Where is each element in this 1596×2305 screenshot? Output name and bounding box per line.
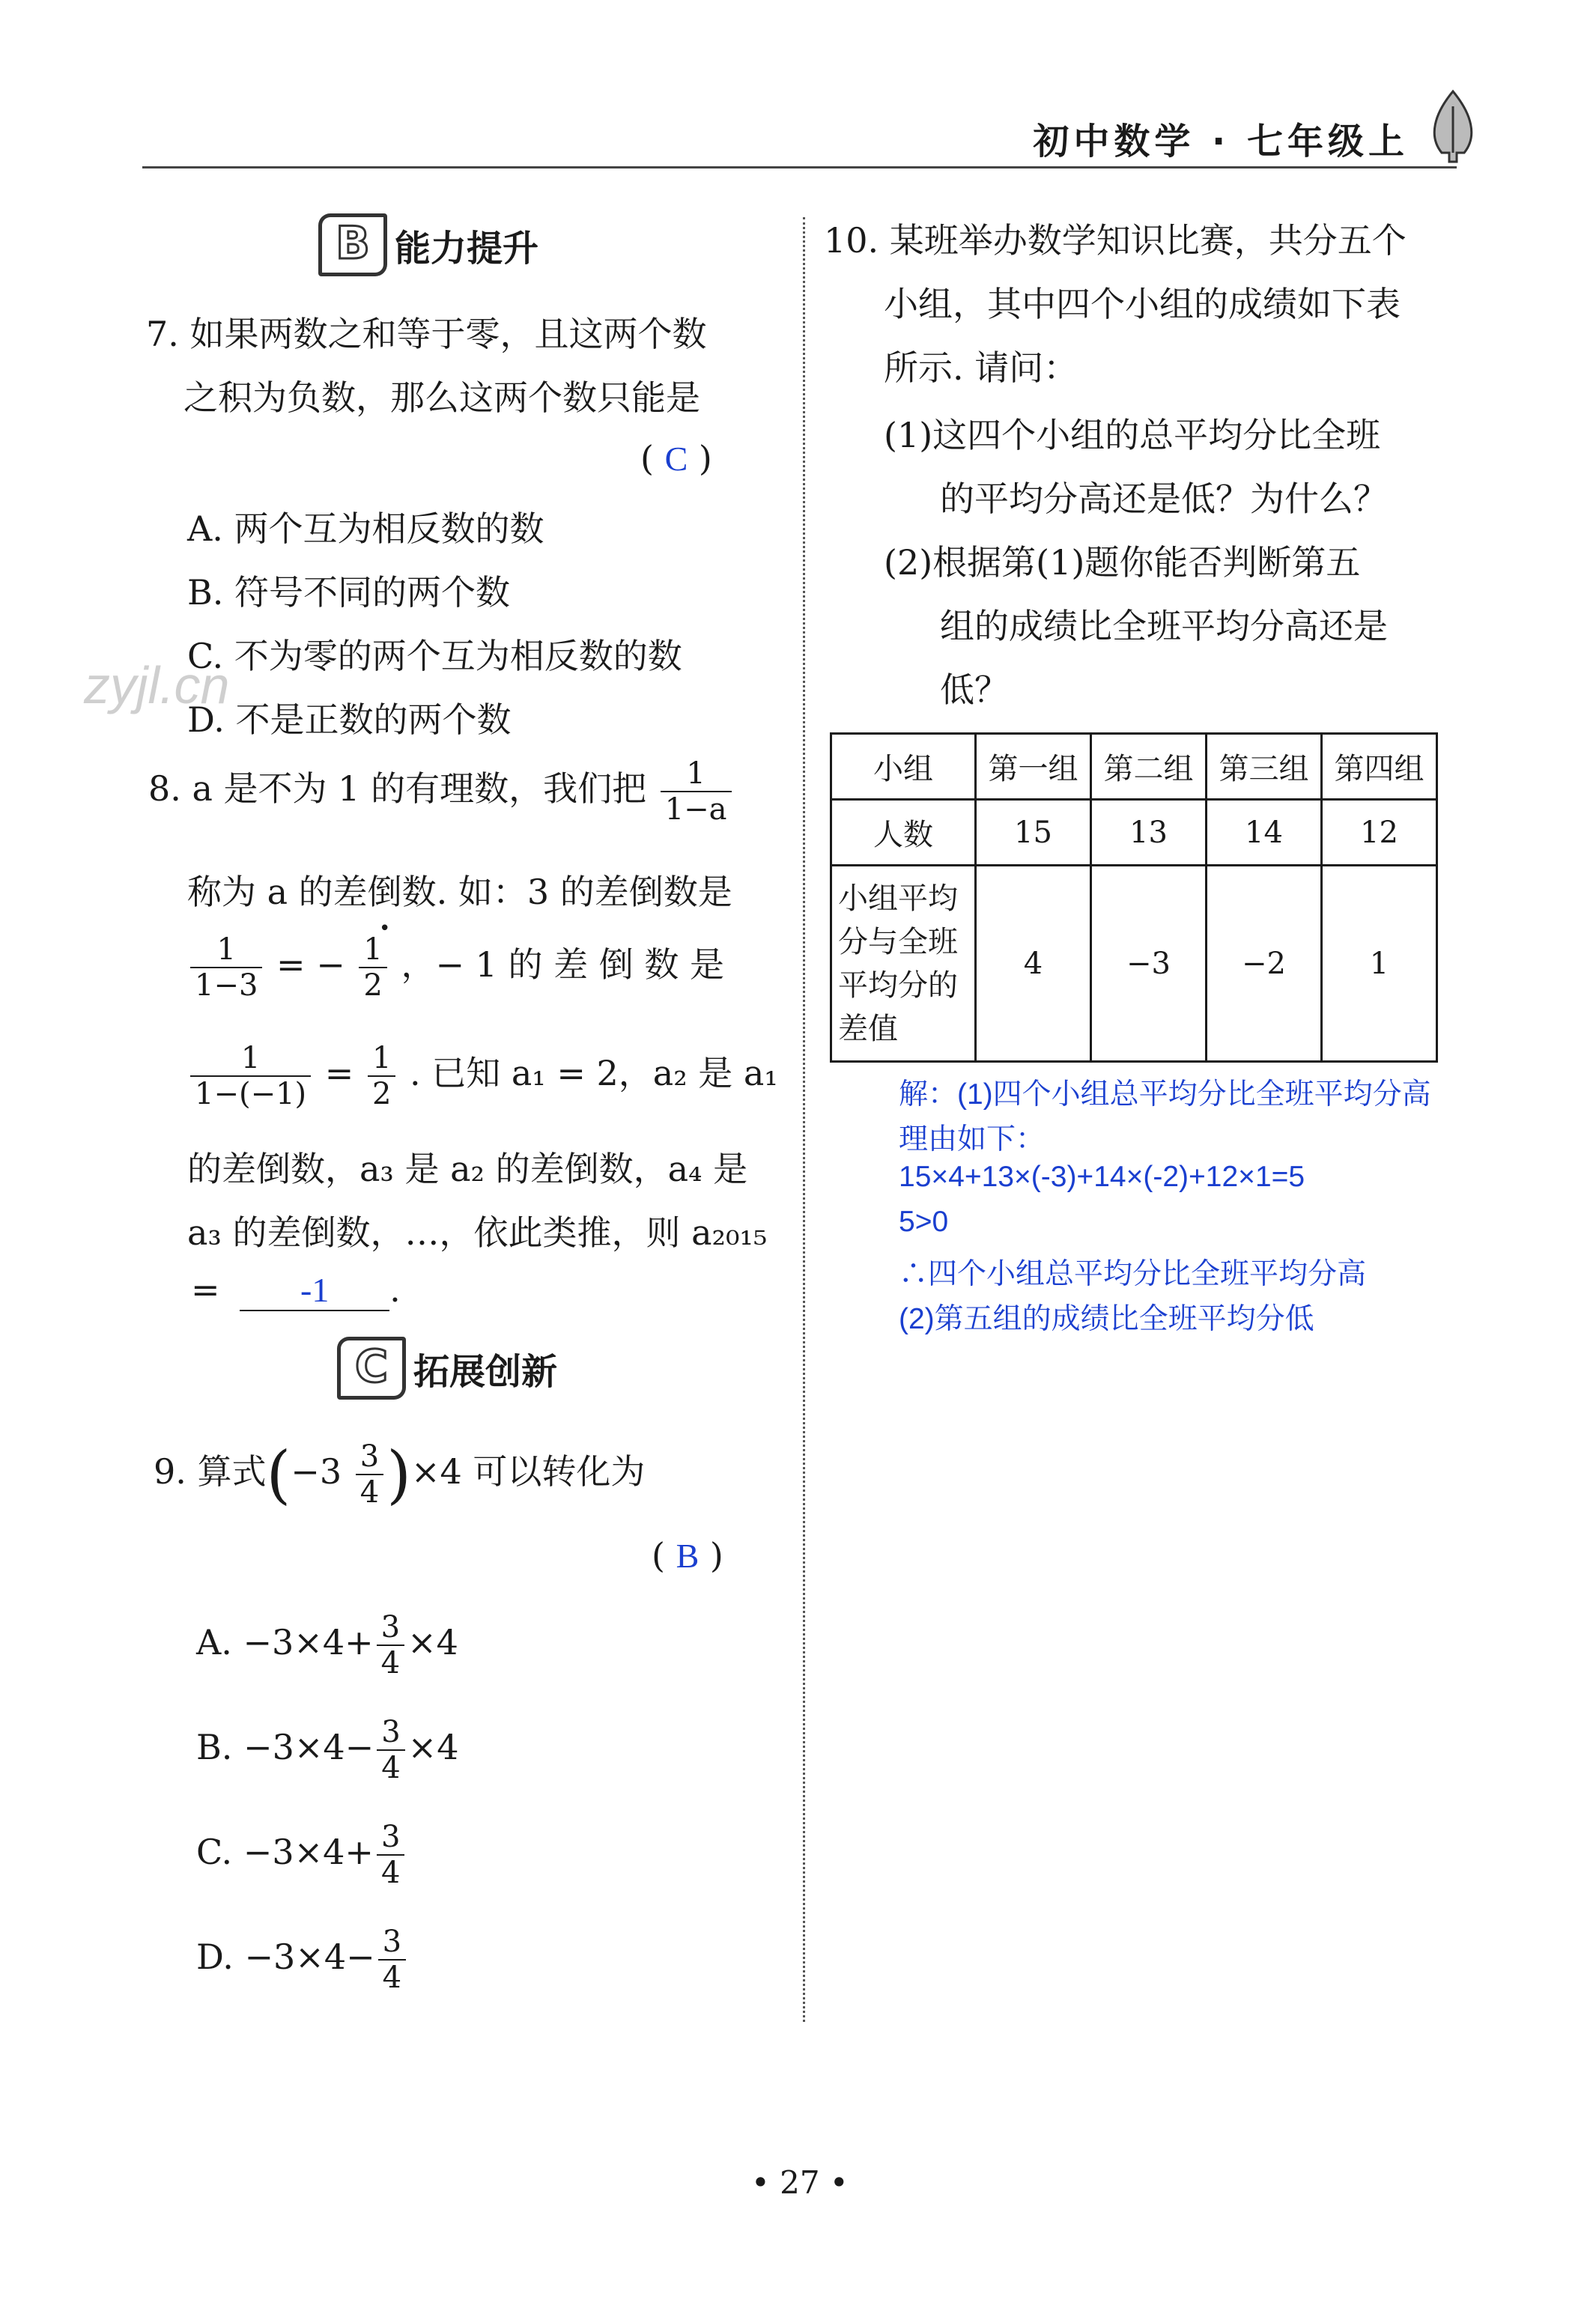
section-c-title: 拓展创新	[413, 1350, 558, 1393]
q9-option-c: C. −3×4+ $\frac{3}{4}$	[196, 1820, 407, 1890]
table-row-label: 人数	[831, 800, 976, 866]
q9-stem-fraction: $\frac{3}{4}$	[356, 1439, 383, 1510]
table-cell: 1	[1322, 866, 1437, 1062]
q9-answer: B	[676, 1537, 700, 1575]
q8-line2: 称为 a 的差倒数. 如：3 的差倒数是	[187, 865, 732, 914]
q7-answer: C	[664, 440, 688, 478]
q10-part2-line2: 组的成绩比全班平均分高还是	[940, 606, 1388, 646]
q8-line7: = -1 .	[191, 1269, 401, 1310]
header-rule	[142, 166, 1457, 168]
q7-stem-line1: 7. 如果两数之和等于零，且这两个数	[146, 314, 707, 354]
q9-option-a: A. −3×4+ $\frac{3}{4}$ ×4	[196, 1610, 458, 1680]
table-cell: −2	[1207, 866, 1322, 1062]
q8-line3: $\frac{1}{1-3}$ = − $\frac{1}{2}$ ，− 1 的 差 倒 数 是	[187, 932, 724, 1003]
table-header-row	[831, 734, 1437, 800]
table-cell: 13	[1091, 800, 1207, 866]
q7-option-b: B. 符号不同的两个数	[187, 572, 511, 613]
q10-part1-line2: 的平均分高还是低？为什么？	[940, 479, 1388, 519]
section-c-badge: C	[337, 1337, 406, 1400]
q8-answer-blank: -1	[240, 1270, 389, 1311]
q10-score-table	[830, 732, 1438, 1063]
page-number: • 27 •	[751, 2164, 849, 2201]
q10-solution-line6: (2)第五组的成绩比全班平均分低	[899, 1303, 1314, 1335]
table-cell: 14	[1207, 800, 1322, 866]
q9-option-d: D. −3×4− $\frac{3}{4}$	[196, 1925, 409, 1995]
table-header-cell: 第一组	[976, 734, 1091, 800]
column-divider	[803, 217, 805, 2022]
q7-answer-bracket: ( C )	[640, 438, 712, 479]
q10-solution-line3: 15×4+13×(-3)+14×(-2)+12×1=5	[899, 1161, 1305, 1193]
q8-fraction-half2: $\frac{1}{2}$	[368, 1041, 395, 1111]
section-b-badge: B	[318, 213, 387, 276]
table-header-cell: 第二组	[1091, 734, 1207, 800]
table-cell: −3	[1091, 866, 1207, 1062]
table-header-cell: 第四组	[1322, 734, 1437, 800]
q9-answer-bracket: ( B )	[652, 1535, 723, 1576]
q8-line6: a₃ 的差倒数，…，依此类推，则 a₂₀₁₅	[187, 1212, 768, 1253]
q8-line1: 8. a 是不为 1 的有理数，我们把 $\frac{1}{1-a}$	[148, 756, 735, 827]
q10-line3: 所示. 请问：	[884, 347, 1078, 388]
q8-emphasis-term: 差倒数	[333, 872, 437, 912]
section-b-title: 能力提升	[395, 227, 539, 270]
q10-solution-line4: 5>0	[899, 1206, 949, 1238]
q10-solution-line5: ∴四个小组总平均分比全班平均分高	[899, 1258, 1367, 1290]
q10-part2-line1: (2)根据第(1)题你能否判断第五	[884, 542, 1361, 583]
table-cell: 15	[976, 800, 1091, 866]
q10-solution-line2: 理由如下：	[899, 1123, 1046, 1155]
q10-part2-line3: 低？	[940, 669, 1009, 710]
watermark: zyjl.cn	[84, 656, 230, 714]
q8-fraction-example1: $\frac{1}{1-3}$	[190, 932, 262, 1003]
table-row	[831, 866, 1437, 1062]
table-cell: 4	[976, 866, 1091, 1062]
running-header-title: 初中数学 · 七年级上	[1033, 121, 1409, 163]
section-c-heading	[337, 1337, 557, 1400]
q8-fraction-example2: $\frac{1}{1-(-1)}$	[190, 1041, 311, 1111]
q7-option-d: D. 不是正数的两个数	[187, 699, 512, 740]
q9-option-b: B. −3×4− $\frac{3}{4}$ ×4	[196, 1715, 459, 1785]
q10-solution-line1: 解：(1)四个小组总平均分比全班平均分高	[899, 1078, 1431, 1111]
q7-stem-line2: 之积为负数，那么这两个数只能是	[183, 377, 700, 418]
table-row	[831, 800, 1437, 866]
q7-option-c: C. 不为零的两个互为相反数的数	[187, 636, 682, 676]
q8-fraction-def: $\frac{1}{1-a}$	[661, 756, 732, 827]
q10-line1: 10. 某班举办数学知识比赛，共分五个	[824, 220, 1407, 261]
q10-line2: 小组，其中四个小组的成绩如下表	[884, 284, 1401, 324]
q8-fraction-half: $\frac{1}{2}$	[359, 932, 386, 1003]
q8-line5: 的差倒数，a₃ 是 a₂ 的差倒数，a₄ 是	[187, 1149, 748, 1189]
q8-line4: $\frac{1}{1-(-1)}$ = $\frac{1}{2}$ . 已知 a₁ = 2，a₂ 是 a₁	[187, 1041, 778, 1111]
q9-stem: 9. 算式(−3 $\frac{3}{4}$ )×4 可以转化为	[154, 1438, 646, 1511]
section-b-heading	[318, 213, 538, 276]
tree-logo-icon	[1419, 84, 1487, 166]
table-header-cell: 小组	[831, 734, 976, 800]
q10-part1-line1: (1)这四个小组的总平均分比全班	[884, 415, 1381, 455]
q7-option-a: A. 两个互为相反数的数	[187, 508, 544, 549]
table-header-cell: 第三组	[1207, 734, 1322, 800]
table-cell: 12	[1322, 800, 1437, 866]
table-row-label: 小组平均 分与全班 平均分的 差值	[831, 866, 976, 1062]
